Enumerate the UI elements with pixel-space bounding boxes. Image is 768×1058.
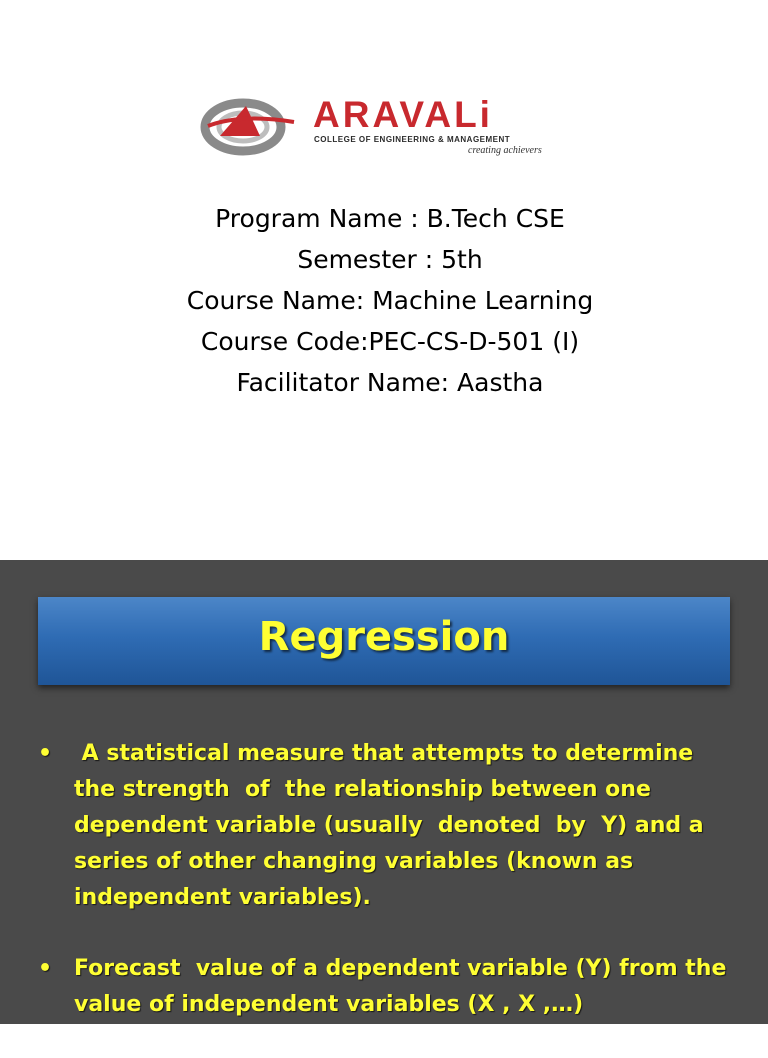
course-code: Course Code:PEC-CS-D-501 (I) [200, 327, 580, 356]
logo-subtitle: COLLEGE OF ENGINEERING & MANAGEMENT [314, 135, 511, 144]
course-name: Course Name: Machine Learning [186, 286, 594, 315]
slide-title: Regression [258, 614, 510, 660]
logo-emblem-icon [198, 92, 303, 164]
bullet-icon: • [38, 741, 53, 766]
list-item [36, 951, 736, 1023]
college-logo [198, 92, 578, 164]
bullet-icon: • [38, 956, 53, 981]
program-name: Program Name : B.Tech CSE [215, 204, 565, 233]
list-item [36, 736, 736, 916]
logo-tagline: creating achievers [468, 145, 542, 156]
course-info [0, 198, 768, 403]
semester: Semester : 5th [297, 245, 483, 274]
facilitator-name: Facilitator Name: Aastha [236, 368, 544, 397]
bullet-text: Forecast value of a dependent variable (Y) from the value of independent variables (X , X ,…) [74, 956, 735, 1017]
title-banner [38, 597, 730, 685]
regression-slide [0, 560, 768, 1024]
bullet-text: A statistical measure that attempts to determine the strength of the relationship between one dependent variable (usually denoted by Y) and a series of other changing variables (known as independent variables). [74, 741, 712, 910]
logo-name: ARAVALi [313, 94, 493, 135]
bullet-list [36, 736, 736, 1058]
